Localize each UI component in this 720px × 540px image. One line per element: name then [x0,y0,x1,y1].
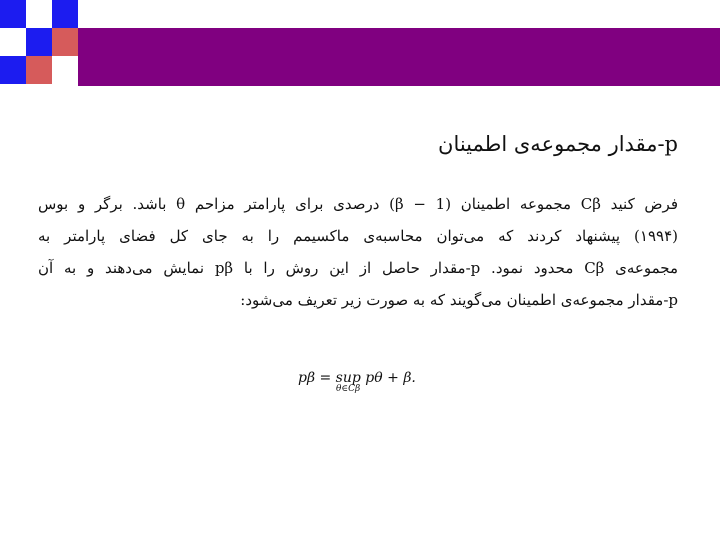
body-line-3: مجموعه‌ی Cβ محدود نمود. p-مقدار حاصل از این روش را با pβ نمایش می‌دهند و به آن [38,259,678,277]
corner-square-blue-4 [0,56,26,84]
corner-square-white-3 [52,56,78,84]
body-line-1: فرض کنید Cβ مجموعه اطمینان (β − 1) درصدی برای پارامتر مزاحم θ باشد. برگر و بوس [38,195,678,213]
slide-title: p-مقدار مجموعه‌ی اطمینان [438,132,678,156]
corner-square-blue-1 [0,0,26,28]
formula-subscript: θ∈Cβ [336,384,361,394]
slide-body [38,188,678,316]
formula-main: pβ = sup pθ + β. [298,370,416,386]
header-band [78,28,720,86]
formula [298,370,458,394]
corner-square-salmon-1 [52,28,78,56]
corner-square-blue-3 [26,28,52,56]
corner-square-salmon-2 [26,56,52,84]
body-line-2: (۱۹۹۴) پیشنهاد کردند که می‌توان محاسبه‌ی ماکسیمم را به جای کل فضای پارامتر به [38,227,678,245]
corner-square-white-2 [0,28,26,56]
corner-square-white-1 [26,0,52,28]
corner-square-blue-2 [52,0,78,28]
body-line-4: p-مقدار مجموعه‌ی اطمینان می‌گویند که به صورت زیر تعریف می‌شود: [240,291,678,309]
